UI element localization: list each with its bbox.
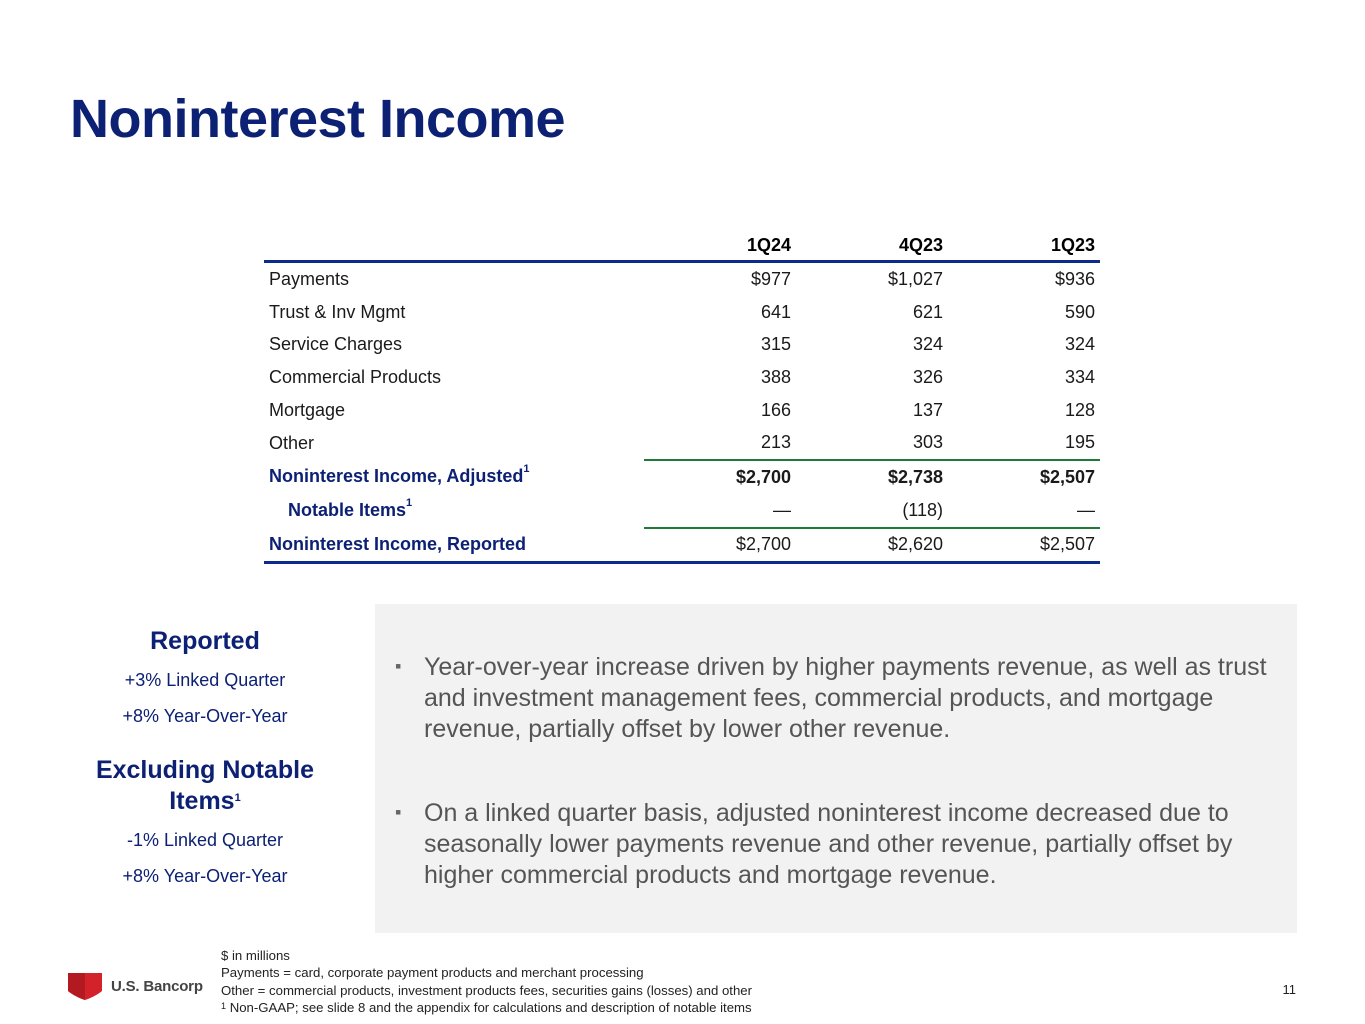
cell-value: $2,738 (796, 460, 948, 494)
footnote-marker: 1 (234, 792, 241, 804)
cell-value: 303 (912, 432, 943, 453)
excluding-notable-heading (60, 755, 350, 817)
cell-value: 388 (760, 366, 791, 387)
bullet-marker: ▪ (395, 802, 402, 822)
cell-value: 128 (1064, 399, 1095, 420)
cell-value: 213 (760, 432, 791, 453)
cell-value: $2,507 (948, 528, 1100, 563)
row-label-text: Noninterest Income, Adjusted (269, 466, 524, 487)
table-row (264, 328, 1100, 361)
row-label: Trust & Inv Mgmt (269, 301, 406, 322)
row-label: Noninterest Income, Reported (269, 533, 527, 554)
excluding-linked-quarter: -1% Linked Quarter (126, 830, 284, 850)
cell-value: 324 (912, 334, 943, 355)
commentary-bullet (395, 652, 1285, 745)
cell-value: 334 (1064, 366, 1095, 387)
bullet-text: On a linked quarter basis, adjusted noninterest income decreased due to seasonally lower payments revenue and other revenue, partially offset by higher commercial products and mortgage revenue. (424, 799, 1233, 889)
column-header: 1Q24 (746, 234, 791, 255)
table-row (264, 361, 1100, 394)
cell-value: $936 (1054, 268, 1095, 289)
footnote-marker: 1 (221, 1001, 227, 1012)
cell-value: (118) (902, 499, 943, 520)
row-label: Payments (269, 268, 350, 289)
reported-heading: Reported (150, 627, 260, 655)
cell-value: 195 (1064, 432, 1095, 453)
cell-value: 590 (1064, 301, 1095, 322)
row-label: Commercial Products (269, 366, 442, 387)
table-row-notable-items (264, 494, 1100, 528)
commentary-box (375, 604, 1297, 933)
header-label-blank (264, 230, 644, 262)
page-title: Noninterest Income (70, 89, 566, 149)
footnote-marker: 1 (406, 497, 413, 510)
cell-value: 137 (912, 399, 943, 420)
row-label: Service Charges (269, 334, 403, 355)
cell-value: $2,620 (796, 528, 948, 563)
footnote-payments: Payments = card, corporate payment products and merchant processing (221, 965, 644, 981)
excluding-year-over-year: +8% Year-Over-Year (122, 866, 288, 886)
cell-value: $2,507 (948, 460, 1100, 494)
cell-value: 621 (912, 301, 943, 322)
cell-value: $1,027 (887, 268, 943, 289)
column-header: 4Q23 (898, 234, 943, 255)
row-label-text: Notable Items (288, 500, 407, 521)
footnote-units: $ in millions (221, 948, 290, 963)
column-header: 1Q23 (1050, 234, 1095, 255)
footnote-nongaap-text: Non-GAAP; see slide 8 and the appendix for calculations and description of notable items (229, 1000, 752, 1016)
table-row (264, 262, 1100, 296)
footnote-other: Other = commercial products, investment products fees, securities gains (losses) and other (221, 982, 753, 998)
cell-value: — (1077, 499, 1095, 520)
cell-value: 641 (760, 301, 791, 322)
row-label: Mortgage (269, 399, 346, 420)
bank-shield-icon (67, 971, 103, 1001)
table-row-adjusted-total (264, 460, 1100, 494)
footnote-marker: 1 (523, 463, 530, 476)
commentary-bullet (395, 798, 1285, 891)
table-row (264, 394, 1100, 427)
reported-year-over-year: +8% Year-Over-Year (122, 706, 288, 726)
cell-value: $2,700 (644, 460, 796, 494)
cell-value: $2,700 (644, 528, 796, 563)
cell-value: — (773, 499, 791, 520)
footnote-nongaap (221, 999, 752, 1016)
bullet-text: Year-over-year increase driven by higher payments revenue, as well as trust and investment management fees, commercial products, and mortgage revenue, partially offset by lower other revenue. (424, 653, 1267, 743)
usbancorp-logo (67, 971, 203, 1001)
spacer (60, 741, 350, 755)
row-label: Other (269, 432, 315, 453)
cell-value: 315 (760, 334, 791, 355)
table-header-row (264, 230, 1100, 262)
page-number: 11 (1282, 982, 1296, 997)
cell-value: 324 (1064, 334, 1095, 355)
logo-text: U.S. Bancorp (111, 977, 203, 995)
row-label (264, 494, 644, 528)
table-row (264, 426, 1100, 460)
reported-linked-quarter: +3% Linked Quarter (124, 670, 286, 690)
cell-value: 326 (912, 366, 943, 387)
bullet-marker: ▪ (395, 656, 402, 676)
row-label (264, 460, 644, 494)
footnotes (221, 947, 752, 1017)
noninterest-income-table (264, 230, 1100, 564)
growth-metrics (60, 626, 350, 901)
table-row (264, 296, 1100, 329)
cell-value: 166 (760, 399, 791, 420)
excluding-notable-heading-text: Excluding Notable Items (95, 756, 315, 815)
cell-value: $977 (750, 268, 791, 289)
table-row-reported-total (264, 528, 1100, 563)
